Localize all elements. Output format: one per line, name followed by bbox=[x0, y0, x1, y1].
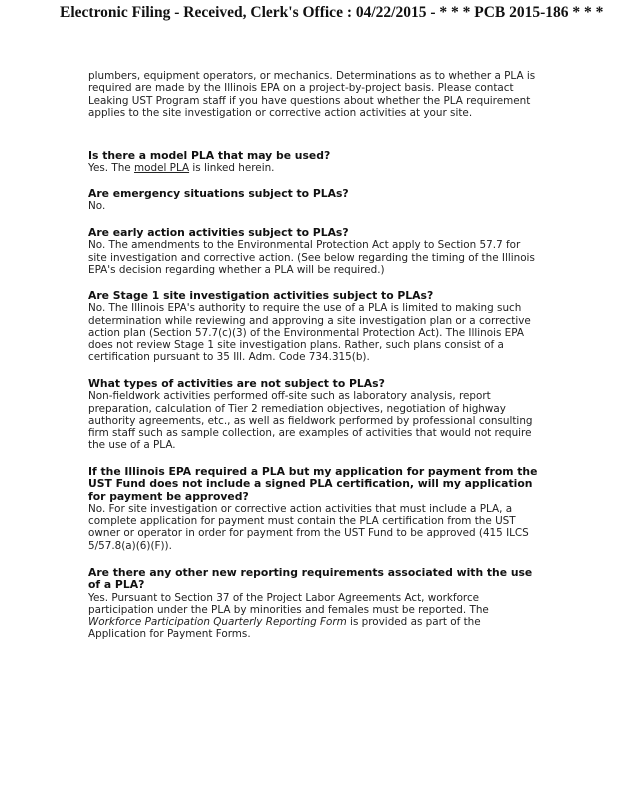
intro-text: plumbers, equipment operators, or mechanics. Determinations as to whether a PLA is required are made by the Illinois EPA on a project-by-project basis. Please contact Leaking UST Program staff if you have questions about whether the PLA requirement applies to the site investigation or corrective action activities at your site. bbox=[88, 70, 536, 119]
faq-item-emergency bbox=[88, 188, 538, 213]
faq-answer: No. bbox=[88, 200, 106, 213]
answer-text: Yes. Pursuant to Section 37 of the Project Labor Agreements Act, workforce participation under the PLA by minorities and females must be reported. The bbox=[88, 591, 489, 616]
intro-paragraph bbox=[88, 70, 538, 119]
faq-item-model-pla bbox=[88, 150, 538, 175]
answer-text: Yes. The bbox=[88, 162, 135, 175]
faq-question: Are early action activities subject to PLAs? bbox=[88, 226, 349, 239]
faq-question: Are Stage 1 site investigation activities subject to PLAs? bbox=[88, 289, 434, 302]
faq-item-not-subject bbox=[88, 378, 538, 452]
faq-question: Are emergency situations subject to PLAs? bbox=[88, 187, 349, 200]
faq-item-early-action bbox=[88, 227, 538, 276]
reporting-form-name: Workforce Participation Quarterly Reporting Form bbox=[88, 616, 347, 629]
faq-question: What types of activities are not subject to PLAs? bbox=[88, 377, 385, 390]
faq-item-reporting bbox=[88, 567, 538, 641]
model-pla-link[interactable]: model PLA bbox=[134, 162, 190, 175]
answer-text: is linked herein. bbox=[189, 162, 275, 175]
answer-text: is provided as part of the Application for Payment Forms. bbox=[88, 616, 481, 641]
faq-item-payment bbox=[88, 466, 538, 552]
faq-answer bbox=[88, 162, 538, 174]
faq-answer bbox=[88, 592, 538, 641]
faq-answer: No. For site investigation or corrective action activities that must include a PLA, a complete application for payment must contain the PLA certification from the UST owner or operator in order for payment from the UST Fund to be approved (415 ILCS 5/57.8(a)(6)(F)). bbox=[88, 502, 529, 552]
faq-answer: Non-fieldwork activities performed off-site such as laboratory analysis, report preparation, calculation of Tier 2 remediation objectives, negotiation of highway authority agreements, etc., as well as fieldwork performed by professional consulting firm staff such as sample collection, are examples of activities that would not require the use of a PLA. bbox=[88, 390, 533, 452]
faq-question: If the Illinois EPA required a PLA but my application for payment from the UST Fund does not include a signed PLA certification, will my application for payment be approved? bbox=[88, 465, 538, 503]
faq-item-stage1 bbox=[88, 290, 538, 364]
faq-question: Is there a model PLA that may be used? bbox=[88, 149, 331, 162]
faq-answer: No. The amendments to the Environmental Protection Act apply to Section 57.7 for site investigation and corrective action. (See below regarding the timing of the Illinois EPA's decision regarding whether a PLA will be required.) bbox=[88, 239, 535, 276]
filing-stamp: Electronic Filing - Received, Clerk's Office : 04/22/2015 - * * * PCB 2015-186 * * * bbox=[60, 4, 604, 21]
faq-answer: No. The Illinois EPA's authority to require the use of a PLA is limited to making such determination while reviewing and approving a site investigation plan or a corrective action plan (Section 57.7(c)(3) of the Environmental Protection Act). The Illinois EPA does not review Stage 1 site investigation plans. Rather, such plans consist of a certification pursuant to 35 Ill. Adm. Code 734.315(b). bbox=[88, 302, 531, 364]
faq-question: Are there any other new reporting requirements associated with the use of a PLA? bbox=[88, 566, 533, 592]
